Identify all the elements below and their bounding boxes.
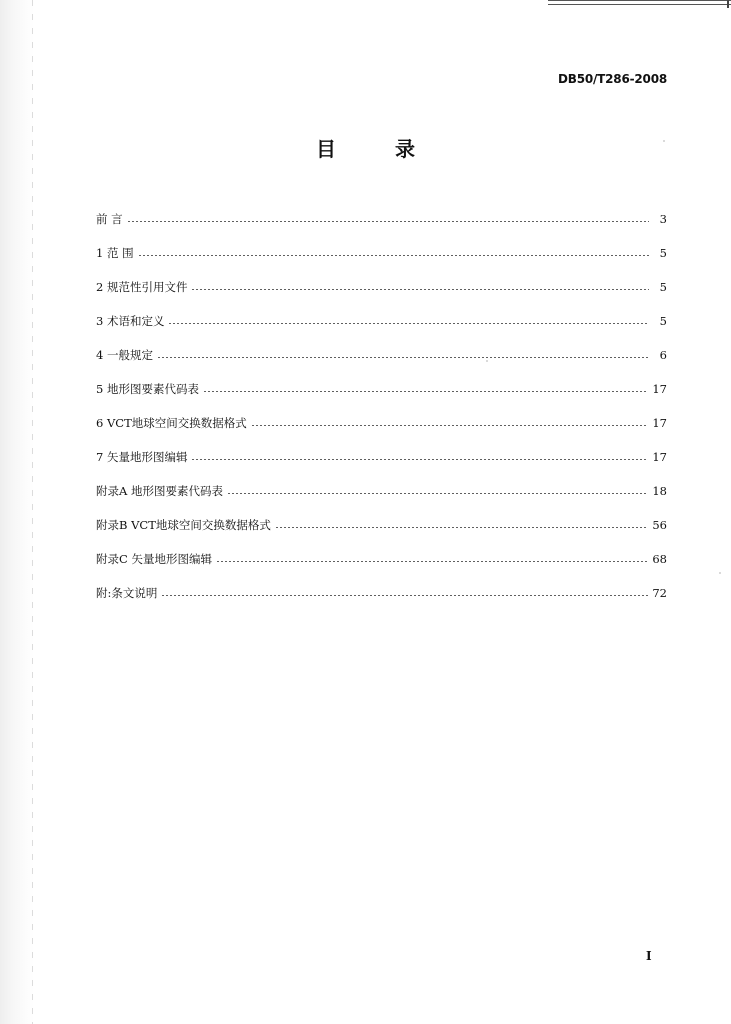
toc-entry-label: 附录A 地形图要素代码表 xyxy=(96,484,223,498)
toc-entry-page: 6 xyxy=(659,348,667,362)
toc-entry-label: 3 术语和定义 xyxy=(96,314,165,328)
toc-entry-label: 6 VCT地球空间交换数据格式 xyxy=(96,416,247,430)
toc-dot-leader xyxy=(227,493,648,494)
toc-dot-leader xyxy=(191,459,648,460)
toc-entry-scope[interactable] xyxy=(96,242,667,260)
toc-dot-leader xyxy=(157,357,649,358)
toc-dot-leader xyxy=(216,561,648,562)
toc-dot-leader xyxy=(168,323,649,324)
toc-entry-vector-map-editing[interactable] xyxy=(96,446,667,464)
header-rule xyxy=(548,0,731,5)
toc-entry-appendix-c[interactable] xyxy=(96,548,667,566)
page-number: I xyxy=(646,949,652,963)
toc-entry-terms-definitions[interactable] xyxy=(96,310,667,328)
toc-entry-label: 2 规范性引用文件 xyxy=(96,280,188,294)
toc-entry-page: 3 xyxy=(659,212,667,226)
toc-entry-page: 18 xyxy=(652,484,667,498)
toc-entry-label: 7 矢量地形图编辑 xyxy=(96,450,188,464)
toc-entry-label: 1 范 围 xyxy=(96,246,134,260)
toc-entry-label: 附录C 矢量地形图编辑 xyxy=(96,552,212,566)
page-title: 目 录 xyxy=(316,137,441,161)
toc-entry-page: 56 xyxy=(652,518,667,532)
toc-entry-explanatory-notes[interactable] xyxy=(96,582,667,600)
toc-dot-leader xyxy=(161,595,648,596)
toc-entry-vct-format[interactable] xyxy=(96,412,667,430)
toc-entry-page: 17 xyxy=(652,382,667,396)
document-code: DB50/T286-2008 xyxy=(557,72,667,86)
scan-speck xyxy=(719,572,721,574)
header-rule-end xyxy=(727,0,729,8)
toc-dot-leader xyxy=(127,221,649,222)
toc-dot-leader xyxy=(191,289,649,290)
toc-entry-label: 5 地形图要素代码表 xyxy=(96,382,199,396)
toc-entry-label: 4 一般规定 xyxy=(96,348,153,362)
toc-entry-page: 5 xyxy=(659,314,667,328)
toc-entry-general-rules[interactable] xyxy=(96,344,667,362)
toc-entry-label: 附录B VCT地球空间交换数据格式 xyxy=(96,518,271,532)
toc-entry-page: 5 xyxy=(659,280,667,294)
toc-dot-leader xyxy=(275,527,648,528)
toc-dot-leader xyxy=(138,255,649,256)
toc-entry-page: 5 xyxy=(659,246,667,260)
toc-entry-normative-references[interactable] xyxy=(96,276,667,294)
toc-dot-leader xyxy=(203,391,648,392)
toc-entry-page: 72 xyxy=(652,586,667,600)
toc-dot-leader xyxy=(251,425,649,426)
toc-entry-page: 17 xyxy=(652,450,667,464)
scan-speck xyxy=(486,360,488,362)
toc-entry-foreword[interactable] xyxy=(96,208,667,226)
toc-entry-page: 17 xyxy=(652,416,667,430)
toc-entry-appendix-b[interactable] xyxy=(96,514,667,532)
scan-speck xyxy=(663,140,665,142)
toc-entry-page: 68 xyxy=(652,552,667,566)
toc-entry-appendix-a[interactable] xyxy=(96,480,667,498)
toc-entry-feature-code-table[interactable] xyxy=(96,378,667,396)
toc-entry-label: 附:条文说明 xyxy=(96,586,158,600)
toc-entry-label: 前 言 xyxy=(96,212,123,226)
